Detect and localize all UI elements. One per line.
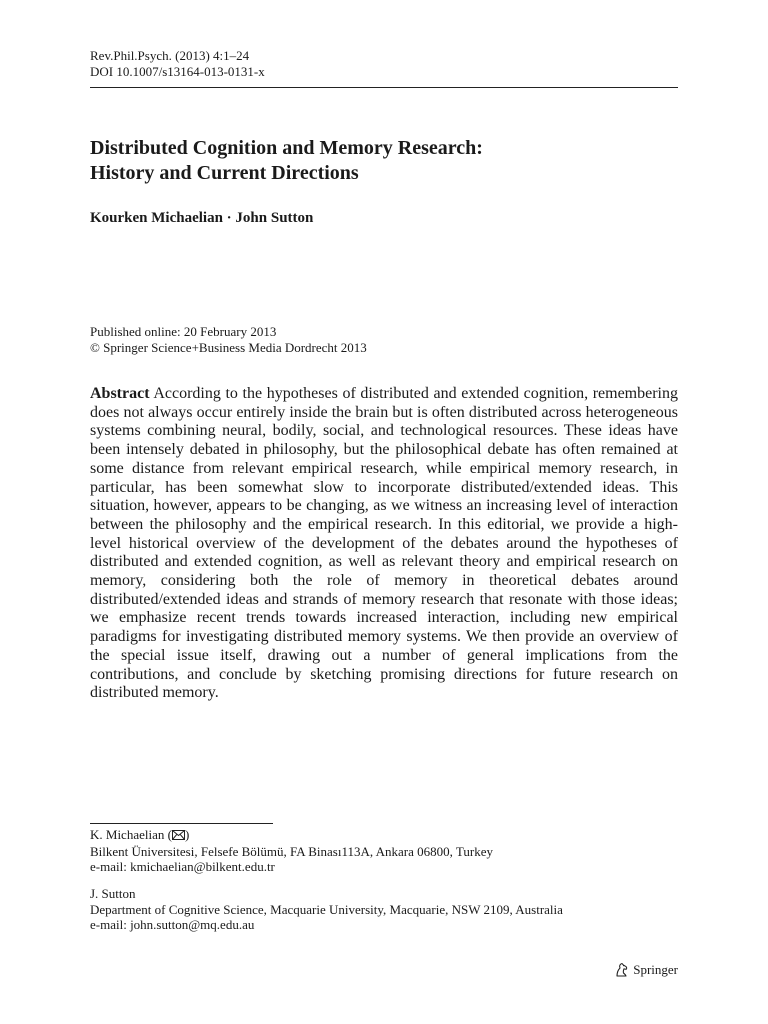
affiliation-name: J. Sutton [90, 886, 136, 901]
header-rule [90, 87, 678, 88]
affiliation-email[interactable]: e-mail: john.sutton@mq.edu.au [90, 917, 255, 932]
footnote-rule [90, 823, 273, 824]
affiliation-name: K. Michaelian ( ) [90, 827, 190, 842]
envelope-icon [172, 828, 185, 844]
affiliation-address: Department of Cognitive Science, Macquarie University, Macquarie, NSW 2109, Australia [90, 901, 563, 917]
copyright: © Springer Science+Business Media Dordrecht 2013 [90, 340, 367, 355]
published-date: Published online: 20 February 2013 [90, 324, 277, 339]
journal-citation: Rev.Phil.Psych. (2013) 4:1–24 [90, 48, 250, 63]
abstract-text: According to the hypotheses of distributed and extended cognition, remembering does not always occur entirely inside the brain but is often distributed across heterogeneous systems combining neural, bodily, social, and technological resources. These ideas have been intensely debated in philosophy, but the philosophical debate has often remained at some distance from relevant empirical research, while empirical memory research, in particular, has been somewhat slow to incorporate distributed/extended ideas. This situation, however, appears to be changing, as we witness an increasing level of interaction between the philosophy and the empirical research. In this editorial, we provide a high-level historical overview of the development of the debates around the hypotheses of distributed and extended cognition, as well as relevant theory and empirical research on memory, considering both the role of memory in theoretical debates around distributed/extended ideas and strands of memory research that resonate with those ideas; we emphasize recent trends towards increased interaction, including new empirical paradigms for investigating distributed memory systems. We then provide an overview of the special issue itself, drawing out a number of general implications from the contributions, and conclude by sketching promising directions for future research on distributed memory. [90, 385, 678, 702]
publication-info [90, 324, 367, 356]
journal-header [90, 48, 678, 80]
title-line-1: Distributed Cognition and Memory Research: [90, 137, 483, 159]
publisher-name: Springer [633, 962, 678, 977]
springer-horse-icon [614, 962, 630, 978]
authors: Kourken Michaelian · John Sutton [90, 210, 314, 226]
abstract-label: Abstract [90, 385, 150, 402]
affiliation-sutton [90, 886, 678, 933]
doi: DOI 10.1007/s13164-013-0131-x [90, 64, 265, 79]
abstract [90, 385, 678, 703]
publisher-logo [614, 962, 678, 978]
affiliation-address: Bilkent Üniversitesi, Felsefe Bölümü, FA Binası113A, Ankara 06800, Turkey [90, 843, 493, 859]
paper-title [90, 136, 678, 186]
affiliation-michaelian [90, 827, 678, 875]
affiliation-email[interactable]: e-mail: kmichaelian@bilkent.edu.tr [90, 859, 275, 874]
title-line-2: History and Current Directions [90, 162, 359, 184]
